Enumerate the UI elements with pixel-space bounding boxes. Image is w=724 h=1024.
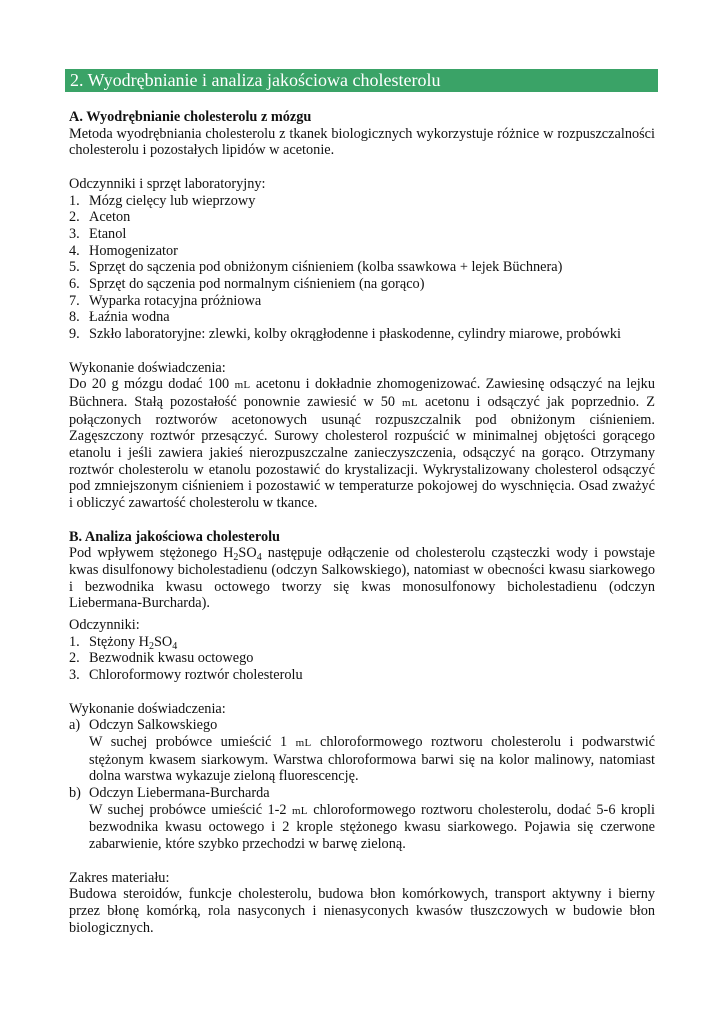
document-body <box>69 109 655 936</box>
list-item: 2. Aceton <box>69 209 131 226</box>
list-item: 4. Homogenizator <box>69 242 178 259</box>
list-item: 3. Etanol <box>69 225 127 242</box>
scope-text: Budowa steroidów, funkcje cholesterolu, budowa błon komórkowych, transport aktywny i bierny przez błonę komórką, rola nasyconych i nienasyconych kwasów tłuszczowych w budowie błon biologicznych. <box>69 886 655 936</box>
list-item: 8. Łaźnia wodna <box>69 309 170 326</box>
procedure-b-item: b) Odczyn Liebermana-Burcharda W suchej probówce umieścić 1-2 mL chloroformowego roztworu cholesterolu, dodać 5-6 kropli bezwodnika kwasu octowego i 2 krople stężonego kwasu siarkowego. Pojawia się czerwone zabarwienie, które szybko przechodzi w barwę zieloną. <box>69 785 655 853</box>
procedure-a-text: W suchej probówce umieścić 1 mL chloroformowego roztworu cholesterolu i podwarstwić stężonym kwasem siarkowym. Warstwa chloroformowa barwi się na kolor malinowy, natomiast dolna warstwa wykazuje zieloną fluorescencję. <box>89 733 656 785</box>
reagents-label: Odczynniki: <box>69 617 140 634</box>
intro-b: Pod wpływem stężonego $H_2SO_4$ następuje odłączenie od cholesterolu cząsteczki wody i powstaje kwas disulfonowy bicholestadienu (odczyn Salkowskiego), natomiast w obecności kwasu siarkowego i bezwodnika kwasu octowego tworzy się kwas monosulfonowy bicholestadienu (odczyn Liebermana-Burcharda). <box>69 545 655 612</box>
procedure-label-b: Wykonanie doświadczenia: <box>69 700 226 717</box>
list-item: 7. Wyparka rotacyjna próżniowa <box>69 292 262 309</box>
heading-b: B. Analiza jakościowa cholesterolu <box>69 528 281 545</box>
intro-a: Metoda wyodrębniania cholesterolu z tkanek biologicznych wykorzystuje różnice w rozpuszczalności cholesterolu i pozostałych lipidów w acetonie. <box>69 125 655 159</box>
materials-label: Odczynniki i sprzęt laboratoryjny: <box>69 175 266 192</box>
scope-label: Zakres materiału: <box>69 869 170 886</box>
procedure-b-title: Odczyn Liebermana-Burcharda <box>89 785 270 802</box>
list-item: 2. Bezwodnik kwasu octowego <box>69 650 254 667</box>
reagents-list <box>69 634 655 684</box>
materials-list <box>69 193 655 343</box>
list-item: 6. Sprzęt do sączenia pod normalnym ciśnieniem (na gorąco) <box>69 276 425 293</box>
procedure-b-text: W suchej probówce umieścić 1-2 mL chloroformowego roztworu cholesterolu, dodać 5-6 kropli bezwodnika kwasu octowego i 2 krople stężonego kwasu siarkowego. Pojawia się czerwone zabarwienie, które szybko przechodzi w barwę zieloną. <box>89 801 655 853</box>
list-item: 5. Sprzęt do sączenia pod obniżonym ciśnieniem (kolba ssawkowa + lejek Büchnera) <box>69 259 563 276</box>
procedure-label-a: Wykonanie doświadczenia: <box>69 359 226 376</box>
list-item: 1. Mózg cielęcy lub wieprzowy <box>69 192 256 209</box>
heading-a: A. Wyodrębnianie cholesterolu z mózgu <box>69 109 312 125</box>
procedure-a-item: a) Odczyn Salkowskiego W suchej probówce umieścić 1 mL chloroformowego roztworu cholesterolu i podwarstwić stężonym kwasem siarkowym. Warstwa chloroformowa barwi się na kolor malinowy, natomiast dolna warstwa wykazuje zieloną fluorescencję. <box>69 717 656 785</box>
procedure-a: Do 20 g mózgu dodać 100 mL acetonu i dokładnie zhomogenizować. Zawiesinę odsączyć na lejku Büchnera. Stałą pozostałość ponownie zawiesić w 50 mL acetonu i odsączyć jak poprzednio. Z połączonych roztworów acetonowych usunąć rozpuszczalnik pod obniżonym ciśnieniem. Zagęszczony roztwór przesączyć. Surowy cholesterol rozpuścić w minimalnej objętości gorącego etanolu i jeśli zawiera jakieś nierozpuszczalne zanieczyszczenia, odsączyć na gorąco. Otrzymany roztwór cholesterolu w etanolu pozostawić do krystalizacji. Wykrystalizowany cholesterol odsączyć pod zmniejszonym ciśnieniem i pozostawić w temperaturze pokojowej do wyschnięcia. Osad zważyć i obliczyć zawartość cholesterolu w tkance. <box>69 376 656 512</box>
list-item: 1. Stężony $H_2SO_4$ <box>69 633 178 652</box>
list-item: 9. Szkło laboratoryjne: zlewki, kolby okrągłodenne i płaskodenne, cylindry miarowe, probówki <box>69 326 622 343</box>
list-item: 3. Chloroformowy roztwór cholesterolu <box>69 667 303 684</box>
section-title: 2. Wyodrębnianie i analiza jakościowa cholesterolu <box>70 70 441 90</box>
procedure-a-title: Odczyn Salkowskiego <box>89 717 218 734</box>
